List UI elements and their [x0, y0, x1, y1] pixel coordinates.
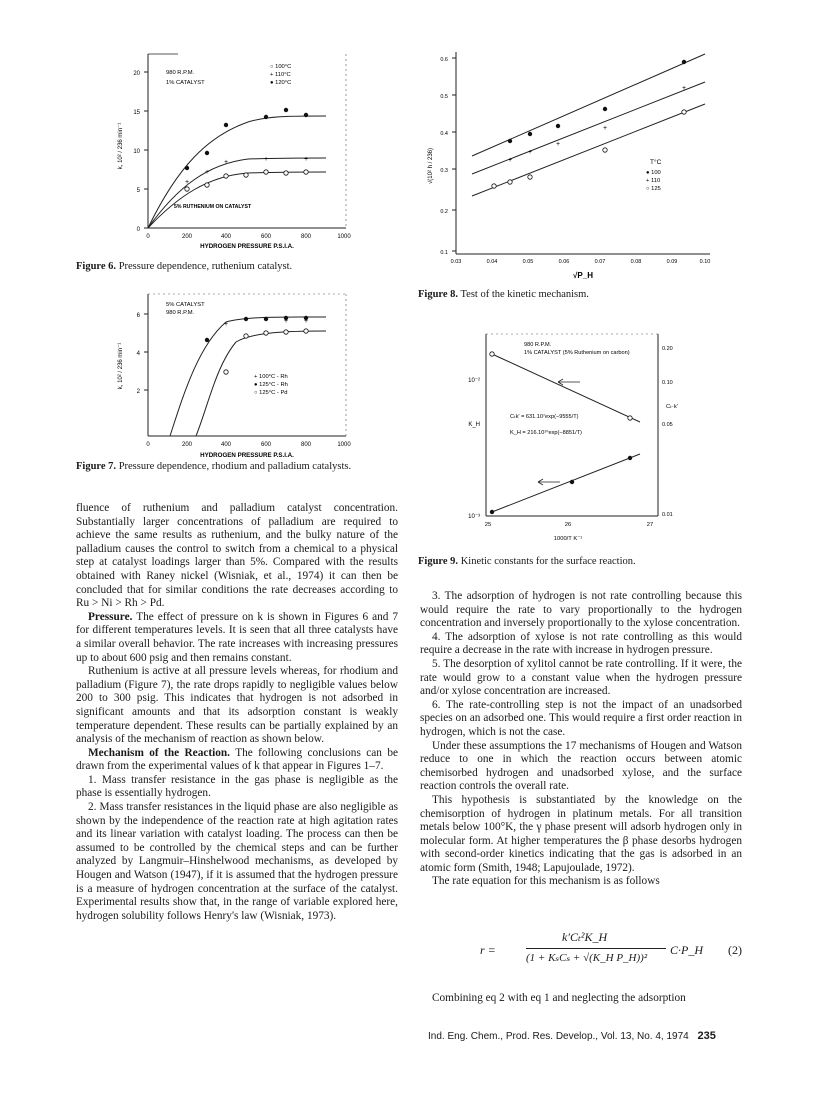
eq-denominator: (1 + KₛCₛ + √(K_H P_H))² — [526, 952, 648, 964]
fig9-right-tick: 0.10 — [662, 380, 673, 386]
fig6-legend-entry: + 110°C — [270, 72, 291, 78]
fig9-point — [490, 352, 494, 356]
paragraph: Combining eq 2 with eq 1 and neglecting the adsorption — [432, 992, 686, 1004]
fig8-point — [508, 180, 512, 184]
fig6-ytick: 0 — [136, 227, 140, 233]
fig9-arrow — [558, 379, 580, 385]
fig6-inner-label: 5% RUTHENIUM ON CATALYST — [174, 204, 252, 210]
fig6-point — [185, 187, 189, 191]
fig7-point — [205, 338, 209, 342]
fig6-point — [205, 151, 209, 155]
eq-number: (2) — [728, 943, 742, 957]
fig8-ytick: 0.5 — [440, 94, 448, 100]
fig9-point — [490, 510, 494, 514]
fig7-legend-entry: ○ 125°C - Pd — [254, 390, 288, 396]
fig9-caption-text: Kinetic constants for the surface reaction. — [458, 556, 636, 567]
fig9-xtick: 27 — [646, 522, 654, 528]
fig8-line-110 — [472, 82, 705, 174]
fig8-ytick: 0.2 — [440, 209, 448, 215]
figure-9 — [440, 326, 700, 548]
fig6-point — [224, 123, 228, 127]
fig7-point — [264, 331, 268, 335]
fig7-caption-text: Pressure dependence, rhodium and palladium catalysts. — [116, 461, 352, 472]
fig9-legend-line: 1% CATALYST (5% Ruthenium on carbon) — [524, 350, 630, 356]
fig8-point: + — [527, 149, 533, 156]
fig8-ytick: 0.3 — [440, 168, 448, 174]
eq-numerator: k′Cₜ²K_H — [562, 930, 608, 944]
paragraph-text: The following conclusions can be drawn from the experimental values of k that appear in Figures 1–7. — [76, 746, 398, 773]
figure-7-plot — [108, 286, 358, 462]
paragraph: 3. The adsorption of hydrogen is not rate controlling because this would require the rate to vary proportionally to the hydrogen concentration and inversely proportionally to the xylose concentration. — [420, 590, 742, 630]
fig6-ylabel: k, 10² / 236 min⁻¹ — [118, 122, 124, 170]
fig6-xtick: 1000 — [337, 234, 351, 240]
fig7-ytick: 4 — [136, 351, 140, 357]
figure-8 — [420, 46, 720, 286]
fig9-eq1: Cₜk' = 631.10⁷exp(−9555/T) — [510, 414, 579, 420]
fig7-ytick: 6 — [136, 313, 140, 319]
paragraph: 2. Mass transfer resistances in the liquid phase are also negligible as shown by the independence of the reaction rate at high agitation rates and its linear variation with catalyst loading. The process can then be assumed to be controlled by the chemical steps and can be further analyzed by Langmuir–Hinshelwood mechanisms, as developed by Hougen and Watson (1947), if it is assumed that the hydrogen pressure is a measure of hydrogen concentration at the surface of the catalyst. Experimental results show that, in the range of variable explored here, hydrogen solubility follows Henry's law (Wisniak, 1973). — [76, 801, 398, 922]
fig6-curve-110 — [148, 158, 326, 228]
fig8-ytick: 0.1 — [440, 250, 448, 256]
fig6-caption-label: Figure 6. — [76, 261, 117, 272]
fig6-ytick: 15 — [133, 110, 140, 116]
fig9-eq2: K_H = 216.10¹⁰exp(−8851/T) — [510, 430, 582, 436]
paragraph: fluence of ruthenium and palladium catalyst concentration. Substantially larger concentrations of palladium are required to achieve the same results as ruthenium, and the bulky nature of the palladium causes the control to switch from a chemical to a physical step at catalyst loadings larger than 5%. Compared with the results obtained with Raney nickel (Wisniak, et al., 1974) it can then be concluded that for similar conditions the rate decreases according to Ru > Ni > Rh > Pd. — [76, 502, 398, 610]
fig8-legend-title: T°C — [650, 159, 662, 166]
fig7-legend-line: 980 R.P.M. — [166, 310, 195, 316]
paragraph: 1. Mass transfer resistance in the gas phase is negligible as the phase is essentially hydrogen. — [76, 773, 398, 800]
fig6-legend-entry: ○ 100°C — [270, 64, 292, 70]
fig8-ytick: 0.4 — [440, 131, 448, 137]
fig8-point: + — [602, 125, 608, 132]
fig8-point — [603, 107, 607, 111]
eq-lhs: r = — [480, 943, 496, 957]
section-head: Pressure. — [88, 610, 133, 623]
fig9-legend-line: 980 R.P.M. — [524, 342, 552, 348]
fig8-point — [682, 60, 686, 64]
fig6-xtick: 400 — [220, 234, 232, 240]
fig9-right-label: Cₜ·k' — [666, 404, 678, 410]
figure-7 — [108, 286, 358, 462]
figure-9-caption — [418, 555, 738, 568]
fig8-legend-entry: ● 100 — [646, 170, 661, 176]
fig8-xtick: 0.05 — [522, 259, 534, 265]
fig6-xtick: 0 — [146, 234, 150, 240]
fig8-point: + — [507, 157, 513, 164]
figure-9-plot — [440, 326, 700, 548]
fig6-legend-entry: ● 120°C — [270, 80, 292, 86]
fig9-left-top: 10⁻² — [468, 378, 480, 384]
fig6-point — [284, 171, 288, 175]
fig9-left-mid: K_H — [468, 422, 480, 428]
fig9-left-bot: 10⁻³ — [468, 514, 480, 520]
fig6-xtick: 800 — [300, 234, 312, 240]
fig6-point: + — [303, 156, 309, 163]
fig6-xtick: 600 — [260, 234, 272, 240]
fig8-line-125 — [472, 104, 705, 196]
paragraph: 4. The adsorption of xylose is not rate controlling as this would require a decrease in the rate with increase in hydrogen pressure. — [420, 630, 742, 657]
fig6-point — [224, 174, 228, 178]
fig6-ytick: 10 — [133, 149, 140, 155]
fig8-point — [682, 110, 686, 114]
fig8-xtick: 0.09 — [666, 259, 678, 265]
fig9-caption-label: Figure 9. — [418, 556, 459, 567]
fig8-ytick: 0.6 — [440, 57, 448, 63]
fig6-point — [264, 115, 268, 119]
fig6-xlabel: HYDROGEN PRESSURE P.S.I.A. — [200, 243, 294, 250]
paragraph: Ruthenium is active at all pressure levels whereas, for rhodium and palladium (Figure 7), the rate drops rapidly to negligible values below 200 to 300 psig. This indicates that hydrogen is not adsorbed in significant amounts and that its adsorption constant is weakly temperature dependent. These results can be partially explained by an analysis of the mechanism of reaction as shown below. — [76, 665, 398, 746]
fig6-point: + — [223, 159, 229, 166]
fig8-point: + — [555, 141, 561, 148]
fig7-point — [284, 330, 288, 334]
fig6-ytick: 5 — [136, 188, 140, 194]
journal-citation: Ind. Eng. Chem., Prod. Res. Develop., Vol. 13, No. 4, 1974 — [428, 1031, 689, 1042]
page-footer — [428, 1030, 748, 1042]
fig8-point: + — [681, 85, 687, 92]
fig9-arrow — [538, 479, 560, 485]
fig8-point — [492, 184, 496, 188]
fig7-xtick: 1000 — [337, 442, 351, 448]
figure-6-caption — [76, 260, 376, 273]
fig7-ylabel: k, 10² / 236 min⁻¹ — [118, 342, 124, 390]
eq-rhs: C·P_H — [670, 943, 703, 957]
fig6-point — [304, 170, 308, 174]
fig7-ytick: 2 — [136, 389, 140, 395]
fig8-point — [508, 139, 512, 143]
figure-6 — [108, 46, 358, 256]
fig7-point: + — [283, 318, 289, 325]
fig8-legend-entry: + 110 — [646, 178, 661, 184]
fig7-xtick: 600 — [260, 442, 272, 448]
fig9-xtick: 25 — [484, 522, 492, 528]
fig8-xtick: 0.10 — [699, 259, 711, 265]
paragraph — [76, 611, 398, 665]
fig6-point: + — [204, 169, 210, 176]
fig7-legend-entry: + 100°C - Rh — [254, 374, 288, 380]
fig6-legend-line: 980 R.P.M. — [166, 70, 195, 76]
fig8-legend-entry: ○ 125 — [646, 186, 661, 192]
page-number: 235 — [697, 1030, 716, 1042]
paragraph-text: The effect of pressure on k is shown in Figures 6 and 7 for different temperatures levels. It is seen that all three catalysts have a similar overall behavior. The rate increases with increasing pressures up to about 600 psig and then remains constant. — [76, 610, 398, 664]
fig9-point — [570, 480, 574, 484]
fig9-right-tick: 0.20 — [662, 346, 673, 352]
fig8-xtick: 0.04 — [486, 259, 498, 265]
fig8-caption-text: Test of the kinetic mechanism. — [458, 289, 589, 300]
figure-7-caption — [76, 460, 376, 473]
fig9-line-ck — [492, 354, 640, 422]
paragraph: 6. The rate-controlling step is not the impact of an unadsorbed species on an adsorbed one. This would require a first order reaction in hydrogen, which is not the case. — [420, 698, 742, 738]
fig9-point — [628, 416, 632, 420]
fig9-xlabel: 1000/T K⁻¹ — [553, 536, 583, 542]
figure-8-caption — [418, 288, 718, 301]
fig6-point — [244, 173, 248, 177]
fig7-point — [244, 334, 248, 338]
fig7-xtick: 400 — [220, 442, 232, 448]
fig8-xtick: 0.07 — [594, 259, 606, 265]
fig9-right-tick: 0.01 — [662, 512, 673, 518]
fig8-caption-label: Figure 8. — [418, 289, 459, 300]
fig6-xtick: 200 — [181, 234, 193, 240]
fig8-xtick: 0.08 — [630, 259, 642, 265]
fig8-xtick: 0.03 — [450, 259, 462, 265]
right-column — [420, 590, 742, 889]
fig7-point: + — [303, 318, 309, 325]
fig6-point: + — [263, 156, 269, 163]
figure-6-plot — [108, 46, 358, 256]
fig6-point — [264, 170, 268, 174]
fig7-point — [264, 317, 268, 321]
paragraph: The rate equation for this mechanism is as follows — [432, 875, 660, 888]
figure-8-plot — [420, 46, 720, 286]
fig6-curve-100 — [148, 172, 326, 228]
fig7-xtick: 800 — [300, 442, 312, 448]
section-head: Mechanism of the Reaction. — [88, 746, 231, 759]
fig6-point — [205, 183, 209, 187]
fig8-point — [556, 124, 560, 128]
fig8-point — [528, 175, 532, 179]
fig8-yticks — [452, 58, 456, 251]
fig8-xtick: 0.06 — [558, 259, 570, 265]
fig8-line-100 — [472, 54, 705, 156]
right-column-tail — [420, 992, 742, 1006]
paragraph: 5. The desorption of xylitol cannot be rate controlling. If it were, the rate would grow to a constant value when the hydrogen pressure and/or xylose concentration are increased. — [420, 657, 742, 698]
fig6-caption-text: Pressure dependence, ruthenium catalyst. — [116, 261, 293, 272]
fig7-point — [304, 329, 308, 333]
fig7-legend-line: 5% CATALYST — [166, 302, 205, 308]
fig7-xlabel: HYDROGEN PRESSURE P.S.I.A. — [200, 452, 294, 459]
fig8-point — [603, 148, 607, 152]
fig6-point — [185, 166, 189, 170]
eq-fraction-bar — [526, 948, 666, 949]
fig7-point: + — [223, 321, 229, 328]
fig7-point — [224, 370, 228, 374]
equation-2 — [470, 930, 742, 972]
fig9-right-tick: 0.05 — [662, 422, 673, 428]
fig7-point — [244, 317, 248, 321]
fig8-point — [528, 132, 532, 136]
paragraph: This hypothesis is substantiated by the knowledge on the chemisorption of hydrogen in platinum metals. For all transition metals below 100°K, the γ phase present will adsorb hydrogen only in molecular form. At higher temperatures the β phase desorbs hydrogen with second-order kinetics indicating that the gas is adsorbed in an atomic form (Smith, 1948; Lapujoulade, 1972). — [420, 793, 742, 874]
fig7-xtick: 0 — [146, 442, 150, 448]
fig7-xtick: 200 — [181, 442, 193, 448]
fig6-legend-line: 1% CATALYST — [166, 80, 205, 86]
fig6-point — [304, 113, 308, 117]
paragraph — [76, 747, 398, 774]
fig9-line-kh — [492, 454, 640, 512]
fig6-point — [284, 108, 288, 112]
fig8-ylabel: √(10² h / 236) — [428, 148, 434, 184]
fig9-point — [628, 456, 632, 460]
fig9-xtick: 26 — [564, 522, 572, 528]
fig6-ytick: 20 — [133, 71, 140, 77]
fig7-legend-entry: ● 125°C - Rh — [254, 382, 288, 388]
fig8-xlabel: √P_H — [573, 271, 593, 280]
paragraph: Under these assumptions the 17 mechanisms of Hougen and Watson reduce to one in which the reaction occurs between atomic chemisorbed hydrogen and unadsorbed xylose, and the surface reaction controls the overall rate. — [420, 739, 742, 793]
fig6-point: + — [184, 179, 190, 186]
left-column — [76, 502, 398, 923]
fig7-caption-label: Figure 7. — [76, 461, 117, 472]
